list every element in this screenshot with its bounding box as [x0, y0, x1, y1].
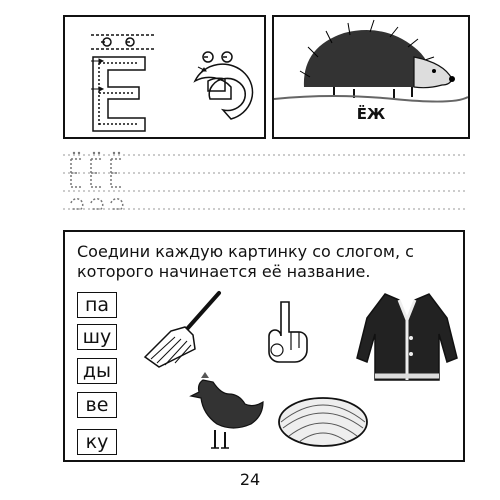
hedgehog-picture-box [272, 15, 470, 139]
syllable-box[interactable]: ды [77, 358, 117, 384]
finger-picture[interactable] [261, 300, 319, 364]
letter-illustration-box [63, 15, 266, 139]
letter-yo-outline [65, 17, 264, 137]
syllable-box[interactable]: ве [77, 392, 117, 418]
hen-picture[interactable] [185, 370, 267, 452]
tracing-practice-area [63, 145, 465, 223]
melon-picture[interactable] [275, 392, 371, 450]
tracing-guidelines [63, 145, 465, 223]
syllable-box[interactable]: ку [77, 429, 117, 455]
hedgehog-caption: ЁЖ [356, 105, 386, 123]
syllable-box[interactable]: шу [77, 324, 117, 350]
matching-task-box [63, 230, 465, 462]
broom-picture[interactable] [141, 287, 229, 369]
page-number: 24 [239, 470, 261, 489]
task-instruction: Соедини каждую картинку со слогом, с которого начинается её название. [77, 242, 414, 281]
fur-coat-picture[interactable] [355, 288, 461, 384]
hedgehog-image [274, 17, 468, 105]
syllable-box[interactable]: па [77, 292, 117, 318]
